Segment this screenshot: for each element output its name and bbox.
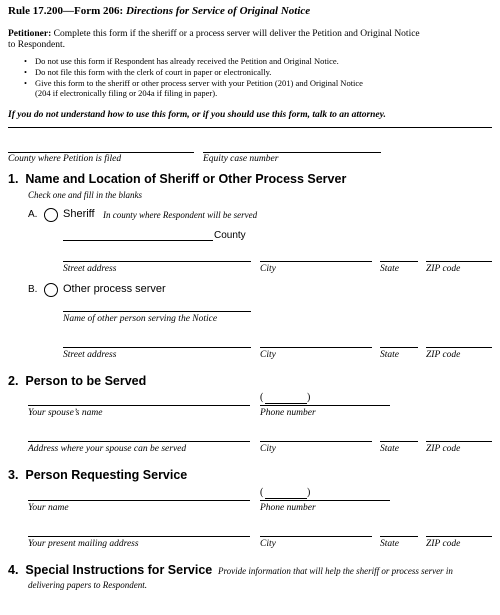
spouse-area-code-field[interactable] xyxy=(265,403,307,404)
section-1-instruction: Check one and fill in the blanks xyxy=(28,190,142,200)
zip-label: ZIP code xyxy=(426,444,461,454)
petitioner-text-1: Complete this form if the sheriff or a process server will deliver the Petition and Original Notice xyxy=(53,29,420,39)
sheriff-city-field[interactable] xyxy=(260,261,372,262)
petitioner-text-2: to Respondent. xyxy=(8,40,65,50)
state-label: State xyxy=(380,444,399,454)
spouse-state-field[interactable] xyxy=(380,441,418,442)
attorney-note: If you do not understand how to use this form, or if you should use this form, talk to an attorney. xyxy=(8,110,386,120)
petitioner-label: Petitioner: xyxy=(8,29,52,39)
spouse-zip-field[interactable] xyxy=(426,441,492,442)
sheriff-label: Sheriff xyxy=(63,208,95,220)
case-number-label: Equity case number xyxy=(203,154,279,164)
area-code-open-paren: ( xyxy=(260,487,264,498)
spouse-name-field[interactable] xyxy=(28,405,250,406)
requester-state-field[interactable] xyxy=(380,536,418,537)
zip-label: ZIP code xyxy=(426,350,461,360)
other-street-field[interactable] xyxy=(63,347,251,348)
other-state-field[interactable] xyxy=(380,347,418,348)
bullet-list xyxy=(24,56,363,99)
phone-label: Phone number xyxy=(260,408,316,418)
requester-name-label: Your name xyxy=(28,503,69,513)
sheriff-radio[interactable] xyxy=(44,208,58,222)
form-title: Directions for Service of Original Notice xyxy=(125,5,311,17)
area-code-close-paren: ) xyxy=(307,392,311,403)
zip-label: ZIP code xyxy=(426,539,461,549)
sheriff-hint: In county where Respondent will be served xyxy=(103,210,258,220)
requester-address-label: Your present mailing address xyxy=(28,539,139,549)
other-server-radio[interactable] xyxy=(44,283,58,297)
requester-phone-field[interactable] xyxy=(260,500,390,501)
option-b-letter: B. xyxy=(28,284,38,295)
phone-label: Phone number xyxy=(260,503,316,513)
section-1-title: 1. Name and Location of Sheriff or Other Process Server xyxy=(8,172,347,186)
spouse-address-label: Address where your spouse can be served xyxy=(28,444,187,454)
requester-address-field[interactable] xyxy=(28,536,250,537)
other-server-label: Other process server xyxy=(63,283,166,295)
spouse-phone-field[interactable] xyxy=(260,405,390,406)
county-petition-label: County where Petition is filed xyxy=(8,154,122,164)
requester-area-code-field[interactable] xyxy=(265,498,307,499)
spouse-city-field[interactable] xyxy=(260,441,372,442)
rule-number: Rule 17.200—Form 206: xyxy=(8,5,124,17)
city-label: City xyxy=(260,539,276,549)
area-code-open-paren: ( xyxy=(260,392,264,403)
city-label: City xyxy=(260,350,276,360)
city-label: City xyxy=(260,444,276,454)
state-label: State xyxy=(380,264,399,274)
section-2-title: 2. Person to be Served xyxy=(8,374,147,388)
sheriff-street-field[interactable] xyxy=(63,261,251,262)
requester-name-field[interactable] xyxy=(28,500,250,501)
bullet-item: • Do not use this form if Respondent has already received the Petition and Original Notice. xyxy=(24,56,339,66)
state-label: State xyxy=(380,539,399,549)
bullet-continuation: (204 if electronically filing or 204a if filing in paper). xyxy=(35,88,218,99)
street-label: Street address xyxy=(63,264,117,274)
requester-city-field[interactable] xyxy=(260,536,372,537)
option-a-letter: A. xyxy=(28,209,38,220)
state-label: State xyxy=(380,350,399,360)
case-number-field[interactable] xyxy=(203,152,381,153)
form-header xyxy=(8,5,310,17)
header-divider xyxy=(8,127,492,128)
bullet-item: • Do not file this form with the clerk of court in paper or electronically. xyxy=(24,66,272,77)
bullet-item: • Give this form to the sheriff or other process server with your Petition (201) and Original Notice xyxy=(24,77,363,88)
area-code-close-paren: ) xyxy=(307,487,311,498)
county-label: County xyxy=(214,230,246,241)
sheriff-zip-field[interactable] xyxy=(426,261,492,262)
section-4-text-1: Provide information that will help the sheriff or process server in xyxy=(218,566,453,576)
other-server-name-field[interactable] xyxy=(63,311,251,312)
sheriff-county-field[interactable] xyxy=(63,240,213,241)
other-server-name-label: Name of other person serving the Notice xyxy=(63,314,218,324)
spouse-name-label: Your spouse’s name xyxy=(28,408,103,418)
city-label: City xyxy=(260,264,276,274)
street-label: Street address xyxy=(63,350,117,360)
county-petition-field[interactable] xyxy=(8,152,194,153)
sheriff-state-field[interactable] xyxy=(380,261,418,262)
other-zip-field[interactable] xyxy=(426,347,492,348)
spouse-address-field[interactable] xyxy=(28,441,250,442)
section-3-title: 3. Person Requesting Service xyxy=(8,468,188,482)
petitioner-instructions xyxy=(8,29,420,51)
section-4-text-2: delivering papers to Respondent. xyxy=(28,580,147,590)
other-city-field[interactable] xyxy=(260,347,372,348)
zip-label: ZIP code xyxy=(426,264,461,274)
requester-zip-field[interactable] xyxy=(426,536,492,537)
section-4-title: 4. Special Instructions for Service xyxy=(8,563,213,577)
